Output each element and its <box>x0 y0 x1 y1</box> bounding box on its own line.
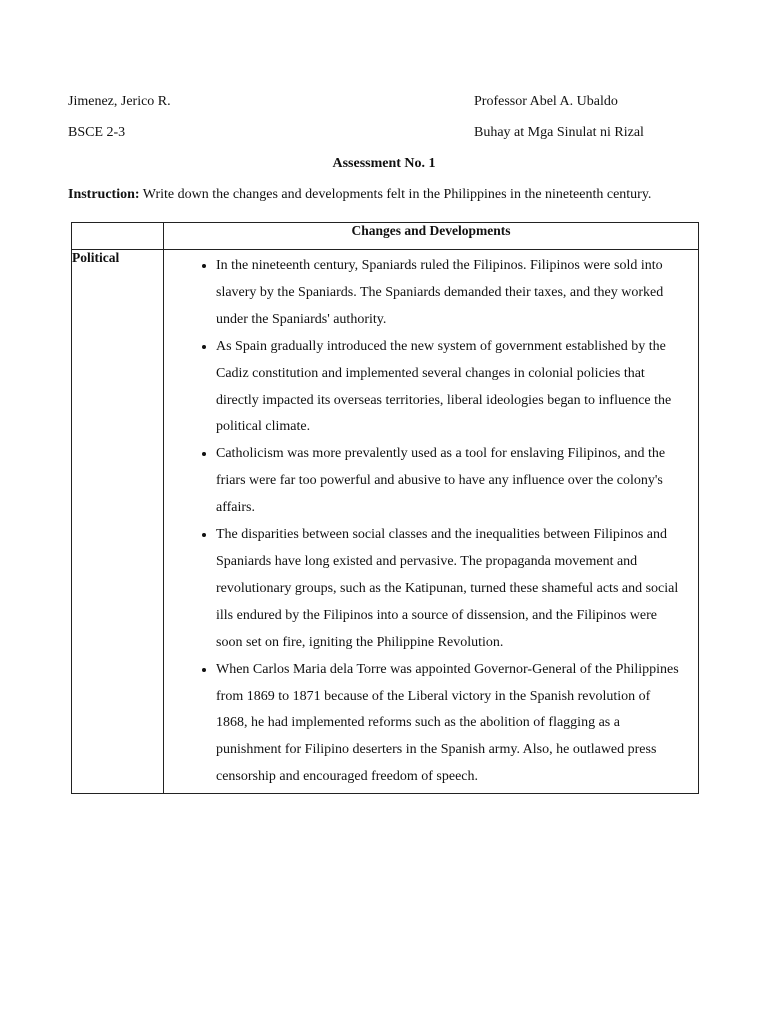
assessment-title: Assessment No. 1 <box>332 156 436 171</box>
instruction-label: Instruction: <box>68 187 140 202</box>
list-item: • As Spain gradually introduced the new system of government established by the Cadiz constitution and implemented several changes in colonial policies that directly impacted its overseas territories, liberal ideologies began to influence the political climate. <box>216 334 684 442</box>
table-header-row <box>72 223 699 250</box>
list-item: • The disparities between social classes and the inequalities between Filipinos and Spaniards have long existed and pervasive. The propaganda movement and revolutionary groups, such as the Katipunan, turned these shameful acts and social ills endured by the Filipinos into a source of dissension, and the Filipinos were soon set on fire, igniting the Philippine Revolution. <box>216 522 684 657</box>
changes-table <box>71 222 699 794</box>
student-name: Jimenez, Jerico R. <box>68 94 171 109</box>
category-cell: Political <box>72 250 164 794</box>
table-row <box>72 250 699 794</box>
points-list <box>164 250 698 793</box>
professor-name: Professor Abel A. Ubaldo <box>474 94 618 109</box>
course-title: Buhay at Mga Sinulat ni Rizal <box>474 125 644 140</box>
list-item: • In the nineteenth century, Spaniards ruled the Filipinos. Filipinos were sold into slavery by the Spaniards. The Spaniards demanded their taxes, and they worked under the Spaniards' authority. <box>216 253 684 334</box>
column-header: Changes and Developments <box>164 223 699 250</box>
list-item: • Catholicism was more prevalently used as a tool for enslaving Filipinos, and the friars were far too powerful and abusive to have any influence over the colony's affairs. <box>216 441 684 522</box>
points-cell <box>164 250 699 794</box>
section-label: BSCE 2-3 <box>68 125 126 140</box>
empty-header-cell <box>72 223 164 250</box>
list-item: • When Carlos Maria dela Torre was appointed Governor-General of the Philippines from 1869 to 1871 because of the Liberal victory in the Spanish revolution of 1868, he had implemented reforms such as the abolition of flagging as a punishment for Filipino deserters in the Spanish army. Also, he outlawed press censorship and encouraged freedom of speech. <box>216 657 684 792</box>
instruction <box>68 187 651 203</box>
instruction-text: Write down the changes and developments felt in the Philippines in the nineteenth century. <box>139 187 652 202</box>
